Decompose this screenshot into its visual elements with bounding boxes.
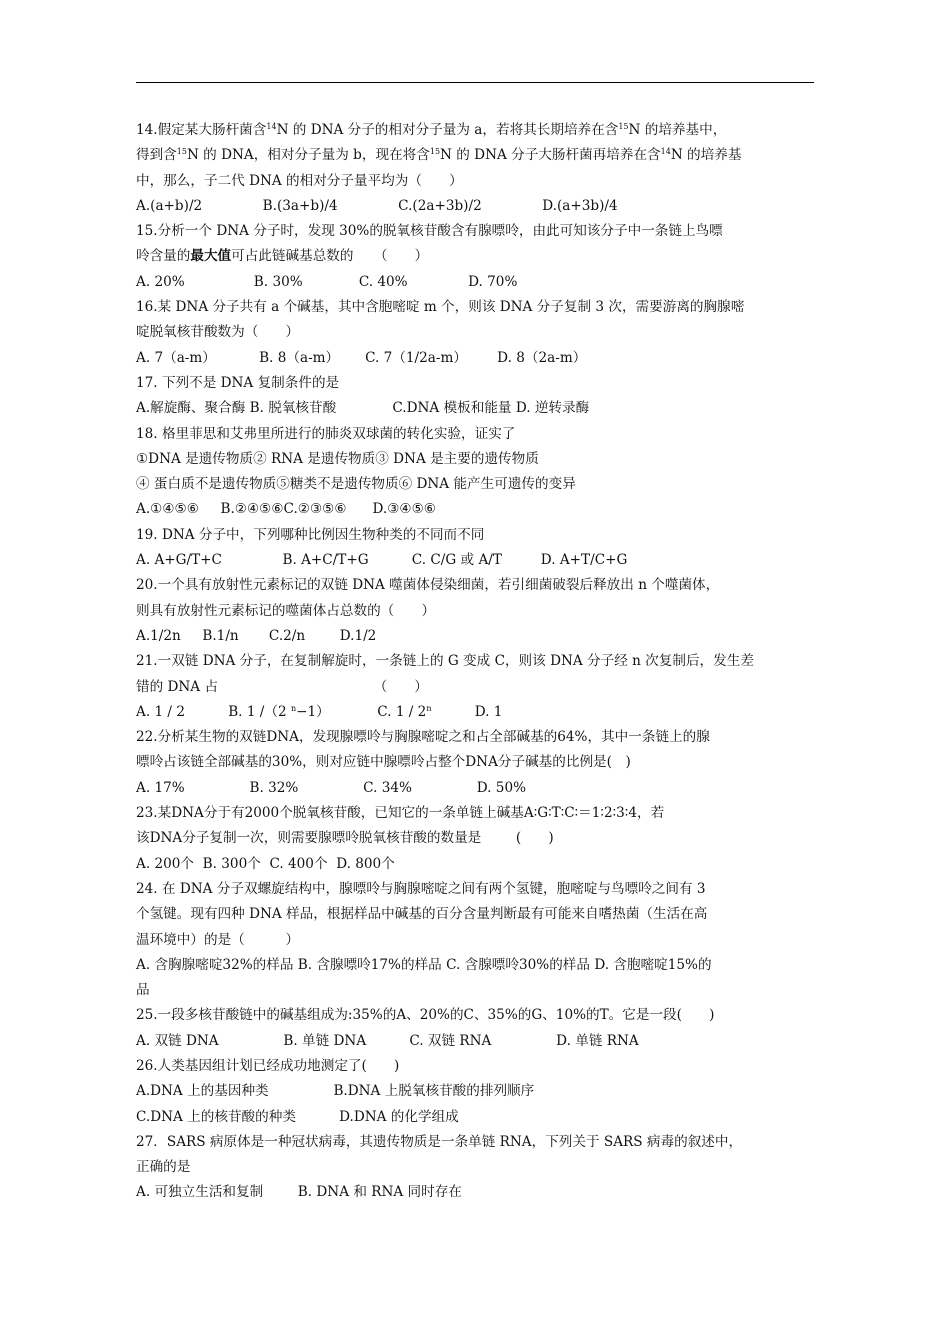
question-26-line-1: 26.人类基因组计划已经成功地测定了( ) bbox=[136, 1057, 400, 1074]
question-24-line-2: 个氢键。现有四种 DNA 样品，根据样品中碱基的百分含量判断最有可能来自嗜热菌（生活在高 bbox=[136, 906, 708, 923]
question-24-line-4: A. 含胸腺嘧啶32%的样品 B. 含腺嘌呤17%的样品 C. 含腺嘌呤30%的样品 D. 含胞嘧啶15%的 bbox=[136, 956, 712, 973]
question-20-line-2: 则具有放射性元素标记的噬菌体占总数的（ ） bbox=[136, 602, 436, 619]
question-24-line-1: 24. 在 DNA 分子双螺旋结构中，腺嘌呤与胸腺嘧啶之间有两个氢键，胞嘧啶与鸟嘌呤之间有 3 bbox=[136, 880, 706, 897]
question-14-line-1: 14.假定某大肠杆菌含$^{14}$N 的 DNA 分子的相对分子量为 a，若将其长期培养在含$^{15}$N 的培养基中， bbox=[136, 122, 727, 138]
question-17-options: A.解旋酶、聚合酶 B. 脱氧核苷酸 C.DNA 模板和能量 D. 逆转录酶 bbox=[136, 400, 590, 417]
question-14-line-3: 中，那么，子二代 DNA 的相对分子量平均为（ ） bbox=[136, 172, 463, 189]
question-15-line-1: 15.分析一个 DNA 分子时，发现 30%的脱氧核苷酸含有腺嘌呤，由此可知该分子中一条链上鸟嘌 bbox=[136, 223, 723, 240]
question-23 bbox=[136, 801, 826, 877]
question-22 bbox=[136, 725, 826, 801]
question-16-line-2: 啶脱氧核苷酸数为（ ） bbox=[136, 324, 300, 341]
question-21-line-2: 错的 DNA 占 （ ） bbox=[136, 678, 428, 695]
question-19-options: A. A+G/T+C B. A+C/T+G C. C/G 或 A/T D. A+T/C+G bbox=[136, 552, 628, 569]
question-16-line-1: 16.某 DNA 分子共有 a 个碱基，其中含胞嘧啶 m 个，则该 DNA 分子复制 3 次，需要游离的胸腺嘧 bbox=[136, 299, 745, 316]
question-23-line-2: 该DNA分子复制一次，则需要腺嘌呤脱氧核苷酸的数量是 ( ) bbox=[136, 830, 554, 847]
question-25-line-1: 25.一段多核苷酸链中的碱基组成为:35%的A、20%的C、35%的G、10%的T。它是一段( ) bbox=[136, 1007, 715, 1024]
question-14 bbox=[136, 118, 826, 219]
question-17-line-1: 17. 下列不是 DNA 复制条件的是 bbox=[136, 374, 340, 391]
exam-content bbox=[136, 118, 826, 1206]
question-22-options: A. 17% B. 32% C. 34% D. 50% bbox=[136, 779, 527, 796]
question-16-options: A. 7（a-m） B. 8（a-m） C. 7（1/2a-m） D. 8（2a-m） bbox=[136, 349, 587, 366]
question-22-line-2: 嘌呤占该链全部碱基的30%，则对应链中腺嘌呤占整个DNA分子碱基的比例是( ) bbox=[136, 754, 631, 771]
question-19-line-1: 19. DNA 分子中，下列哪种比例因生物种类的不同而不同 bbox=[136, 526, 485, 543]
question-15-options: A. 20% B. 30% C. 40% D. 70% bbox=[136, 273, 518, 290]
header-rule bbox=[136, 82, 814, 83]
question-18-options: A.①④⑤⑥ B.②④⑤⑥C.②③⑤⑥ D.③④⑤⑥ bbox=[136, 501, 436, 518]
question-27-line-3: A. 可独立生活和复制 B. DNA 和 RNA 同时存在 bbox=[136, 1184, 462, 1201]
question-15 bbox=[136, 219, 826, 295]
question-23-line-1: 23.某DNA分于有2000个脱氧核苷酸，已知它的一条单链上碱基A∶G∶T∶C∶＝1∶2∶3∶4，若 bbox=[136, 805, 665, 822]
question-18-line-1: 18. 格里菲思和艾弗里所进行的肺炎双球菌的转化实验，证实了 bbox=[136, 425, 516, 442]
question-19 bbox=[136, 523, 826, 574]
question-27 bbox=[136, 1130, 826, 1206]
question-27-line-2: 正确的是 bbox=[136, 1159, 191, 1176]
question-21 bbox=[136, 649, 826, 725]
question-26-line-3: C.DNA 上的核苷酸的种类 D.DNA 的化学组成 bbox=[136, 1108, 459, 1125]
question-21-line-1: 21.一双链 DNA 分子，在复制解旋时，一条链上的 G 变成 C，则该 DNA 分子经 n 次复制后，发生差 bbox=[136, 653, 754, 670]
question-25-options: A. 双链 DNA B. 单链 DNA C. 双链 RNA D. 单链 RNA bbox=[136, 1032, 639, 1049]
question-20-options: A.1/2n B.1/n C.2/n D.1/2 bbox=[136, 627, 377, 644]
question-23-options: A. 200个 B. 300个 C. 400个 D. 800个 bbox=[136, 855, 395, 872]
question-26-line-2: A.DNA 上的基因种类 B.DNA 上脱氧核苷酸的排列顺序 bbox=[136, 1083, 535, 1100]
question-18 bbox=[136, 422, 826, 523]
question-24-line-5: 品 bbox=[136, 982, 150, 999]
question-20 bbox=[136, 573, 826, 649]
question-26 bbox=[136, 1054, 826, 1130]
question-18-line-3: ④ 蛋白质不是遗传物质⑤糖类不是遗传物质⑥ DNA 能产生可遗传的变异 bbox=[136, 476, 576, 493]
question-18-line-2: ①DNA 是遗传物质② RNA 是遗传物质③ DNA 是主要的遗传物质 bbox=[136, 450, 539, 467]
question-16 bbox=[136, 295, 826, 371]
question-25 bbox=[136, 1003, 826, 1054]
question-24 bbox=[136, 877, 826, 1003]
question-17 bbox=[136, 371, 826, 422]
question-27-line-1: 27．SARS 病原体是一种冠状病毒，其遗传物质是一条单链 RNA，下列关于 SARS 病毒的叙述中， bbox=[136, 1133, 743, 1150]
question-14-options: A.(a+b)/2 B.(3a+b)/4 C.(2a+3b)/2 D.(a+3b)/4 bbox=[136, 197, 618, 214]
question-14-line-2: 得到含$^{15}$N 的 DNA，相对分子量为 b，现在将含$^{15}$N 的 DNA 分子大肠杆菌再培养在含$^{14}$N 的培养基 bbox=[136, 147, 742, 164]
question-24-line-3: 温环境中）的是（ ） bbox=[136, 931, 300, 948]
question-22-line-1: 22.分析某生物的双链DNA，发现腺嘌呤与胸腺嘧啶之和占全部碱基的64%，其中一条链上的腺 bbox=[136, 729, 710, 746]
question-15-line-2: 呤含量的最大值可占此链碱基总数的 （ ） bbox=[136, 248, 429, 265]
question-20-line-1: 20.一个具有放射性元素标记的双链 DNA 噬菌体侵染细菌，若引细菌破裂后释放出 n 个噬菌体， bbox=[136, 577, 720, 594]
question-21-options: A. 1 / 2 B. 1 /（2 $^n$−1） C. 1 / 2$^n$ D. 1 bbox=[136, 703, 503, 720]
